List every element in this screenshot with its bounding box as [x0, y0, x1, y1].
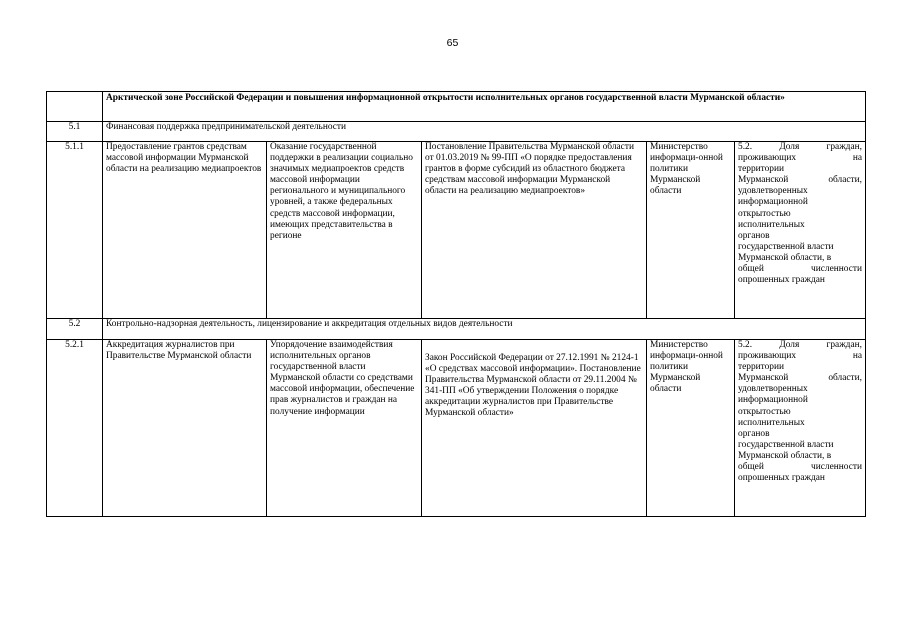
section-title: Финансовая поддержка предпринимательской деятельности	[103, 122, 866, 142]
row-num: 5.1.1	[47, 142, 103, 319]
measure-name: Аккредитация журналистов при Правительстве Мурманской области	[103, 340, 267, 517]
measure-name: Предоставление грантов средствам массовой информации Мурманской области на реализацию медиапроектов	[103, 142, 267, 319]
row-num: 5.2.1	[47, 340, 103, 517]
measure-description: Упорядочение взаимодействия исполнительных органов государственной власти Мурманской области со средствами массовой информации, обеспечение прав журналистов и граждан на получение информации	[267, 340, 422, 517]
table-row-section-5-1	[47, 122, 866, 142]
indicator: 5.2. Доля граждан, проживающих на территории Мурманской области, удовлетворенных информационной открытостью исполнительных органов государственной власти Мурманской области, в общей численности опрошенных граждан	[735, 340, 866, 517]
section-title: Контрольно-надзорная деятельность, лицензирование и аккредитация отдельных видов деятельности	[103, 319, 866, 340]
section-num: 5.1	[47, 122, 103, 142]
table-row-section-5-2	[47, 319, 866, 340]
indicator: 5.2. Доля граждан, проживающих на территории Мурманской области, удовлетворенных информационной открытостью исполнительных органов государственной власти Мурманской области, в общей численности опрошенных граждан	[735, 142, 866, 319]
executor: Министерство информаци-онной политики Мурманской области	[647, 340, 735, 517]
page-number: 65	[446, 37, 459, 49]
table-row-header-continuation	[47, 92, 866, 122]
legal-basis: Постановление Правительства Мурманской области от 01.03.2019 № 99-ПП «О порядке предоставления грантов в форме субсидий из областного бюджета средствам массовой информации Мурманской области на реализацию медиапроектов»	[422, 142, 647, 319]
section-num: 5.2	[47, 319, 103, 340]
header-text-cell: Арктической зоне Российской Федерации и повышения информационной открытости исполнительных органов государственной власти Мурманской области»	[103, 92, 866, 122]
header-num-cell	[47, 92, 103, 122]
executor: Министерство информаци-онной политики Мурманской области	[647, 142, 735, 319]
table-row-5-1-1	[47, 142, 866, 319]
measure-description: Оказание государственной поддержки в реализации социально значимых медиапроектов средств массовой информации регионального и муниципального уровней, а также федеральных средств массовой информации, имеющих представительства в регионе	[267, 142, 422, 319]
measures-table	[46, 91, 866, 517]
legal-basis: Закон Российской Федерации от 27.12.1991 № 2124-1 «О средствах массовой информации». Постановление Правительства Мурманской области от 29.11.2004 № 341-ПП «Об утверждении Положения о порядке аккредитации журналистов при Правительстве Мурманской области»	[422, 340, 647, 517]
table-row-5-2-1	[47, 340, 866, 517]
